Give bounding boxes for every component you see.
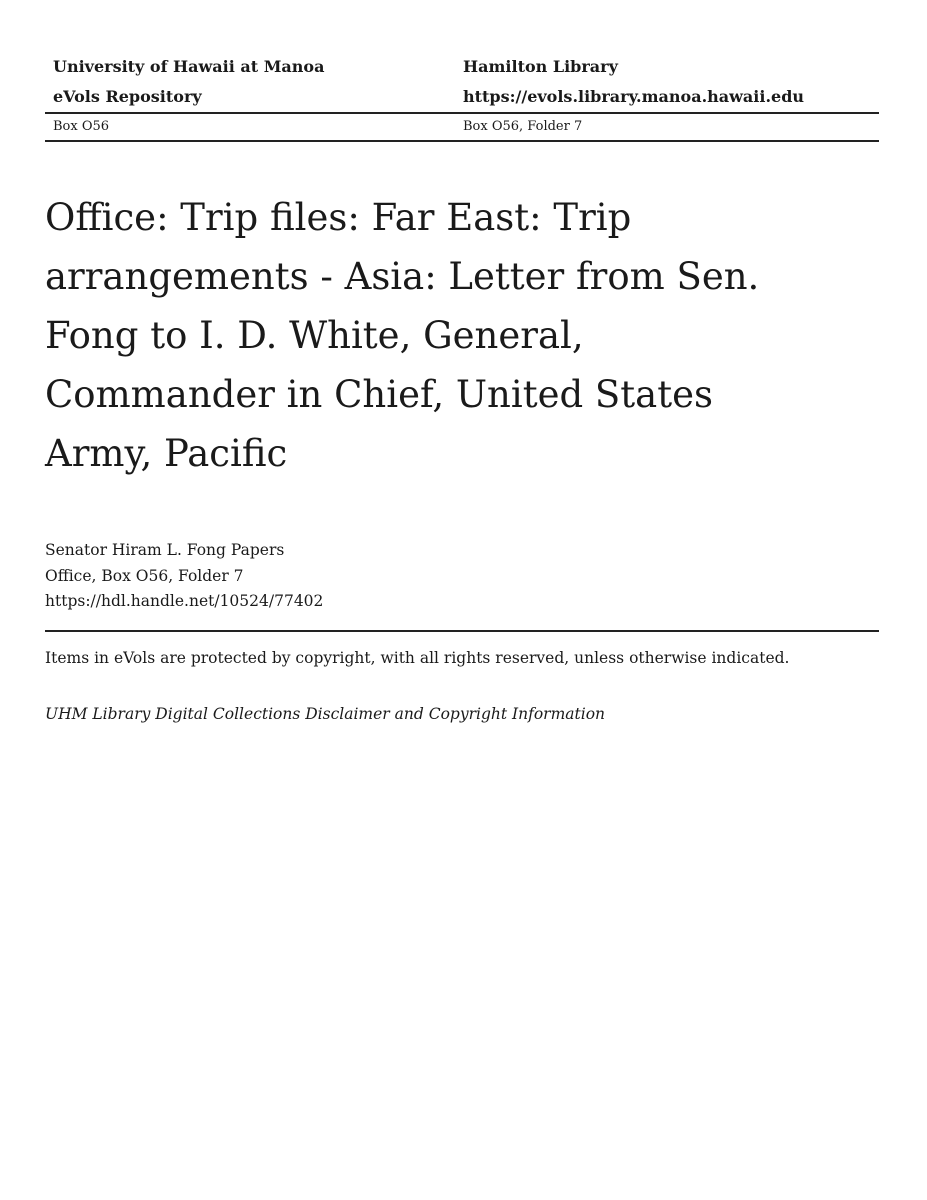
document-metadata (45, 538, 323, 615)
cover-header (45, 52, 879, 142)
library-name: Hamilton Library (463, 57, 618, 76)
box-folder-label: Box O56, Folder 7 (463, 119, 583, 134)
header-row-2 (45, 82, 879, 112)
header-row-3 (45, 114, 879, 140)
repository-name: eVols Repository (53, 87, 202, 106)
collection-name: Senator Hiram L. Fong Papers (45, 541, 285, 559)
rights-statement: Items in eVols are protected by copyright, with all rights reserved, unless otherwise indicated. (45, 649, 790, 667)
header-bottom-divider (45, 140, 879, 142)
repository-url-link[interactable]: https://evols.library.manoa.hawaii.edu (463, 87, 805, 106)
header-row-1 (45, 52, 879, 82)
footer-divider (45, 630, 879, 632)
box-label: Box O56 (53, 119, 110, 134)
location-label: Office, Box O56, Folder 7 (45, 566, 244, 585)
institution-name: University of Hawaii at Manoa (53, 57, 325, 76)
handle-link[interactable]: https://hdl.handle.net/10524/77402 (45, 592, 324, 610)
document-title: Office: Trip files: Far East: Trip arrangements - Asia: Letter from Sen. Fong to I. D. White, General, Commander in Chief, United States Army, Pacific (45, 196, 760, 475)
disclaimer-link[interactable]: UHM Library Digital Collections Disclaimer and Copyright Information (45, 705, 606, 723)
